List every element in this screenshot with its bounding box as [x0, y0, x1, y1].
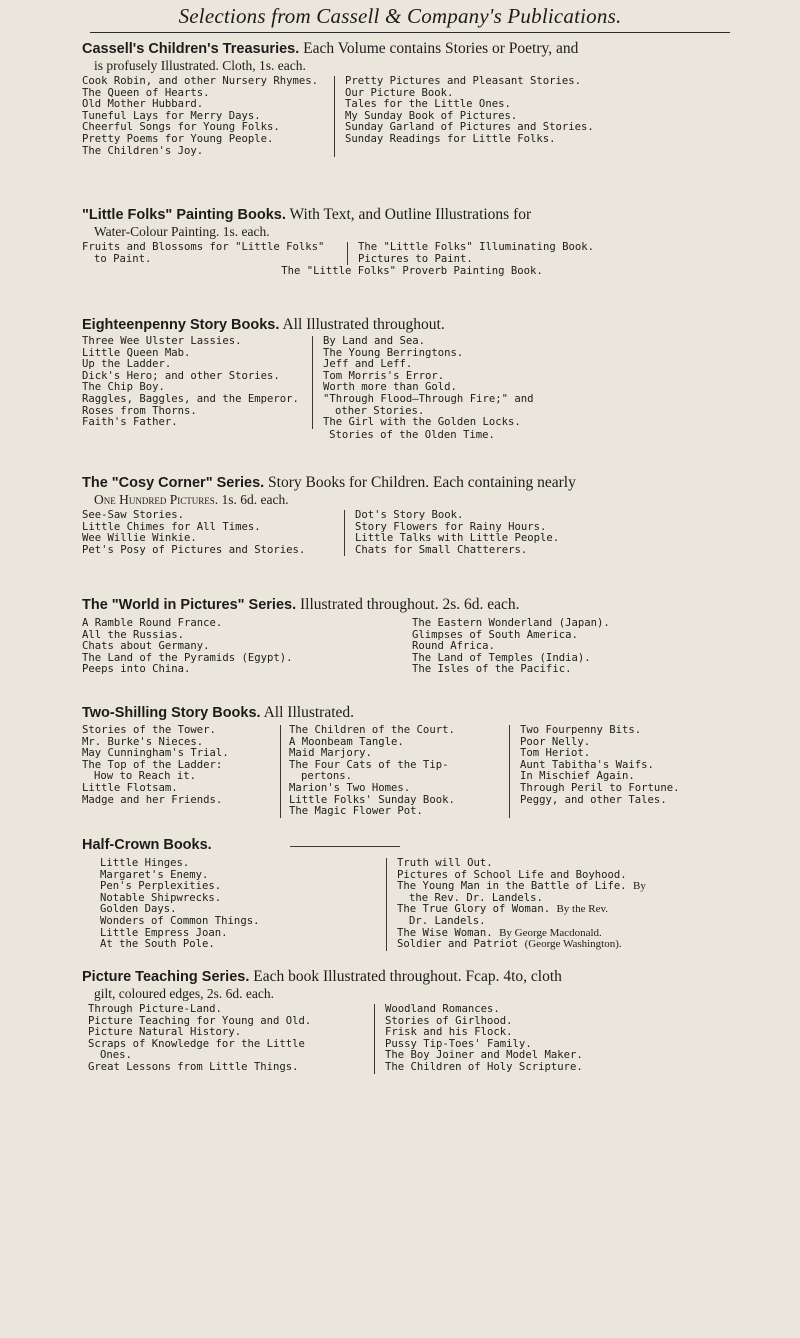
book-title: A Moonbeam Tangle.	[289, 735, 404, 748]
book-title: Dot's Story Book.	[355, 509, 464, 521]
section-note: Each book Illustrated throughout. Fcap. 4to, cloth	[253, 968, 562, 985]
book-title: The Land of Temples (India).	[412, 651, 591, 664]
book-title: The Magic Flower Pot.	[289, 805, 423, 818]
title-column-left	[88, 1004, 374, 1074]
book-title-continued: How to Reach it.	[94, 770, 197, 783]
book-title: Pen's Perplexities.	[100, 880, 222, 893]
section-subnote	[94, 492, 742, 508]
book-title: Little Flotsam.	[82, 781, 178, 794]
book-title: The Children's Joy.	[82, 144, 204, 157]
section-heading	[82, 206, 742, 224]
title-column-right	[386, 858, 646, 951]
book-title: "Through Flood—Through Fire;" and	[323, 392, 534, 405]
title-column-left	[82, 242, 347, 265]
book-title: Cook Robin, and other Nursery Rhymes.	[82, 75, 318, 87]
book-title: Peggy, and other Tales.	[520, 793, 667, 806]
title-column-left	[82, 336, 312, 429]
section-heading	[82, 968, 742, 986]
book-title: Dick's Hero; and other Stories.	[82, 369, 280, 382]
book-title: Pretty Pictures and Pleasant Stories.	[345, 75, 581, 87]
section-title: Cassell's Children's Treasuries.	[82, 41, 300, 57]
title-column-right	[374, 1004, 583, 1074]
book-title-continued: other Stories.	[335, 404, 425, 417]
book-title: Tom Heriot.	[520, 747, 591, 760]
book-title: Our Picture Book.	[345, 86, 454, 99]
book-title: Wonders of Common Things.	[100, 914, 260, 927]
title-column-left	[82, 510, 344, 556]
book-title: Tom Morris's Error.	[323, 369, 445, 382]
section-note: All Illustrated.	[263, 704, 355, 721]
running-head: Selections from Cassell & Company's Publications.	[178, 4, 622, 28]
book-title: Stories of Girlhood.	[385, 1014, 513, 1027]
section-note: With Text, and Outline Illustrations for	[289, 206, 532, 223]
book-title: Peeps into China.	[82, 663, 191, 676]
section-subnote: gilt, coloured edges, 2s. 6d. each.	[94, 986, 274, 1001]
book-title: Raggles, Baggles, and the Emperor.	[82, 392, 299, 405]
section-title: Picture Teaching Series.	[82, 969, 250, 985]
author-name: (George Washington).	[524, 938, 622, 951]
book-title: In Mischief Again.	[520, 770, 635, 783]
section-eighteenpenny	[82, 316, 742, 441]
book-title: The Boy Joiner and Model Maker.	[385, 1049, 583, 1062]
section-note: All Illustrated throughout.	[282, 316, 445, 333]
book-title: Wee Willie Winkie.	[82, 532, 197, 545]
section-title: Eighteenpenny Story Books.	[82, 317, 280, 333]
section-half-crown	[82, 836, 742, 951]
section-title: The "World in Pictures" Series.	[82, 597, 297, 613]
section-two-shilling	[82, 704, 742, 818]
book-title-continued: to Paint.	[94, 252, 152, 265]
book-title: Madge and her Friends.	[82, 793, 223, 806]
book-title: A Ramble Round France.	[82, 617, 223, 629]
section-picture-teaching	[82, 968, 742, 1074]
section-painting-books	[82, 206, 742, 277]
book-title: May Cunningham's Trial.	[82, 747, 229, 760]
book-title: Cheerful Songs for Young Folks.	[82, 121, 280, 134]
book-title: The Top of the Ladder:	[82, 758, 223, 771]
section-title: "Little Folks" Painting Books.	[82, 207, 286, 223]
book-title: The Eastern Wonderland (Japan).	[412, 617, 610, 629]
book-title: Through Picture-Land.	[88, 1003, 222, 1015]
book-title: The "Little Folks" Illuminating Book.	[358, 241, 594, 253]
book-title-text: The Wise Woman.	[397, 926, 493, 939]
section-world-in-pictures	[82, 596, 742, 676]
title-column-right	[347, 242, 594, 265]
section-title: Half-Crown Books.	[82, 837, 212, 853]
book-title: Frisk and his Flock.	[385, 1026, 513, 1039]
book-title: The Isles of the Pacific.	[412, 663, 572, 676]
book-title: Woodland Romances.	[385, 1003, 500, 1015]
section-cosy-corner	[82, 474, 742, 556]
book-title: Little Talks with Little People.	[355, 532, 560, 545]
book-title: See-Saw Stories.	[82, 509, 185, 521]
book-title: Round Africa.	[412, 640, 495, 653]
author-name: By George Macdonald.	[499, 926, 602, 939]
section-heading	[82, 474, 742, 492]
book-title-text: Soldier and Patriot	[397, 938, 519, 951]
book-title: The Queen of Hearts.	[82, 86, 210, 99]
book-title: Pictures to Paint.	[358, 252, 473, 265]
section-note: Each Volume contains Stories or Poetry, and	[303, 40, 579, 57]
book-title: Fruits and Blossoms for "Little Folks"	[82, 241, 325, 253]
book-title: Tuneful Lays for Merry Days.	[82, 109, 261, 122]
book-title: Poor Nelly.	[520, 735, 591, 748]
section-heading	[82, 836, 742, 854]
book-title: Aunt Tabitha's Waifs.	[520, 758, 654, 771]
book-title: At the South Pole.	[100, 938, 215, 951]
book-title: Golden Days.	[100, 903, 177, 916]
book-title: Old Mother Hubbard.	[82, 98, 204, 111]
book-title: Two Fourpenny Bits.	[520, 724, 642, 736]
book-title: Pet's Posy of Pictures and Stories.	[82, 543, 306, 556]
book-title-text: The Young Man in the Battle of Life.	[397, 880, 627, 893]
section-note: Illustrated throughout. 2s. 6d. each.	[300, 596, 520, 613]
book-title: The Young Berringtons.	[323, 346, 464, 359]
book-title: Little Chimes for All Times.	[82, 520, 261, 533]
section-treasuries	[82, 40, 742, 157]
section-divider	[290, 846, 400, 847]
section-subnote: Water-Colour Painting. 1s. each.	[94, 224, 270, 239]
book-title: Pussy Tip-Toes' Family.	[385, 1037, 532, 1050]
section-footer-title: The "Little Folks" Proverb Painting Book.	[281, 265, 543, 278]
book-title: Through Peril to Fortune.	[520, 781, 680, 794]
book-title: Maid Marjory.	[289, 747, 372, 760]
book-title: Roses from Thorns.	[82, 404, 197, 417]
book-title: All the Russias.	[82, 628, 185, 641]
book-title: The Girl with the Golden Locks.	[323, 416, 521, 429]
author-prefix: By the Rev.	[556, 903, 608, 916]
book-title: My Sunday Book of Pictures.	[345, 109, 518, 122]
book-title: Little Queen Mab.	[82, 346, 191, 359]
book-title: Pictures of School Life and Boyhood.	[397, 868, 627, 881]
section-heading	[82, 596, 742, 614]
section-heading	[82, 40, 742, 58]
book-title: Little Hinges.	[100, 857, 190, 869]
book-title: Sunday Readings for Little Folks.	[345, 132, 556, 145]
title-column-right	[412, 618, 610, 676]
section-title: The "Cosy Corner" Series.	[82, 475, 265, 491]
book-title: Stories of the Tower.	[82, 724, 216, 736]
book-title: Notable Shipwrecks.	[100, 891, 222, 904]
book-title: Worth more than Gold.	[323, 381, 457, 394]
book-title: Faith's Father.	[82, 416, 178, 429]
section-footer-title: Stories of the Olden Time.	[329, 428, 495, 441]
title-column-right	[344, 510, 559, 556]
book-title: Margaret's Enemy.	[100, 868, 209, 881]
author-prefix: By	[633, 880, 646, 893]
book-title: The Children of the Court.	[289, 724, 455, 736]
book-title-text: The True Glory of Woman.	[397, 903, 551, 916]
section-title: Two-Shilling Story Books.	[82, 705, 261, 721]
book-title-continued: Ones.	[100, 1049, 132, 1062]
section-price: 1s. 6d. each.	[221, 492, 289, 507]
book-title: Little Folks' Sunday Book.	[289, 793, 455, 806]
title-column-left	[82, 76, 334, 157]
book-title: Story Flowers for Rainy Hours.	[355, 520, 547, 533]
book-title: The Chip Boy.	[82, 381, 165, 394]
book-title: Chats about Germany.	[82, 640, 210, 653]
title-column-left	[82, 618, 412, 676]
book-title: Jeff and Leff.	[323, 358, 413, 371]
title-column-1	[82, 725, 280, 818]
book-title: Scraps of Knowledge for the Little	[88, 1037, 305, 1050]
book-title: Picture Teaching for Young and Old.	[88, 1014, 312, 1027]
section-subnote-caps: One Hundred Pictures.	[94, 492, 219, 507]
book-title: Marion's Two Homes.	[289, 781, 411, 794]
book-title-continued: pertons.	[301, 770, 353, 783]
book-title: Glimpses of South America.	[412, 628, 578, 641]
book-title: Pretty Poems for Young People.	[82, 132, 274, 145]
section-subnote: is profusely Illustrated. Cloth, 1s. each.	[94, 58, 306, 73]
book-title: Mr. Burke's Nieces.	[82, 735, 204, 748]
book-title: The Children of Holy Scripture.	[385, 1060, 583, 1073]
book-title: Great Lessons from Little Things.	[88, 1060, 299, 1073]
book-title: Tales for the Little Ones.	[345, 98, 511, 111]
section-heading	[82, 316, 742, 334]
title-column-left	[100, 858, 386, 951]
title-column-2	[280, 725, 509, 818]
book-title: Chats for Small Chatterers.	[355, 543, 528, 556]
title-column-3	[509, 725, 679, 818]
book-title: The Four Cats of the Tip-	[289, 758, 449, 771]
header-rule	[90, 32, 730, 33]
book-title: Truth will Out.	[397, 857, 493, 869]
book-title: By Land and Sea.	[323, 335, 426, 347]
author-name: Dr. Landels.	[409, 914, 486, 927]
title-column-right	[312, 336, 533, 429]
book-title: The Land of the Pyramids (Egypt).	[82, 651, 293, 664]
book-title: Three Wee Ulster Lassies.	[82, 335, 242, 347]
book-title-with-author	[397, 939, 646, 951]
book-title: Picture Natural History.	[88, 1026, 242, 1039]
section-note: Story Books for Children. Each containing nearly	[268, 474, 576, 491]
title-column-right	[334, 76, 594, 157]
section-heading	[82, 704, 742, 722]
book-title: Sunday Garland of Pictures and Stories.	[345, 121, 594, 134]
book-title: Up the Ladder.	[82, 358, 172, 371]
book-title: Little Empress Joan.	[100, 926, 228, 939]
author-name: the Rev. Dr. Landels.	[409, 891, 543, 904]
